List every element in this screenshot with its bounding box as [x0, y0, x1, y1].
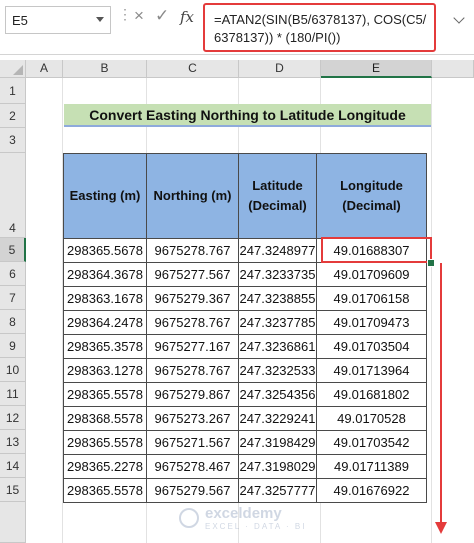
- northing-cell[interactable]: 9675279.867: [147, 383, 239, 407]
- latitude-cell[interactable]: 247.3248977: [239, 239, 317, 263]
- northing-cell[interactable]: 9675278.767: [147, 359, 239, 383]
- northing-cell[interactable]: 9675278.467: [147, 455, 239, 479]
- table-row: [64, 455, 427, 479]
- latitude-cell[interactable]: 247.3238855: [239, 287, 317, 311]
- row-header-10[interactable]: 10: [0, 358, 26, 382]
- row-header-3[interactable]: 3: [0, 128, 26, 153]
- easting-cell[interactable]: 298365.5678: [64, 239, 147, 263]
- northing-cell[interactable]: 9675271.567: [147, 431, 239, 455]
- column-header-a[interactable]: A: [26, 60, 63, 78]
- latitude-cell[interactable]: 247.3229241: [239, 407, 317, 431]
- table-row: [64, 287, 427, 311]
- easting-cell[interactable]: 298368.5578: [64, 407, 147, 431]
- table-row: [64, 335, 427, 359]
- longitude-cell[interactable]: 49.01703504: [317, 335, 427, 359]
- table-row: [64, 263, 427, 287]
- row-header-7[interactable]: 7: [0, 286, 26, 310]
- cancel-icon[interactable]: ×: [134, 6, 144, 25]
- longitude-cell[interactable]: 49.01711389: [317, 455, 427, 479]
- watermark-name: exceldemy: [205, 505, 282, 522]
- easting-cell[interactable]: 298365.2278: [64, 455, 147, 479]
- column-header-b[interactable]: B: [63, 60, 147, 78]
- row-header-15[interactable]: 15: [0, 478, 26, 502]
- chevron-down-icon[interactable]: [96, 17, 104, 22]
- formula-input[interactable]: [203, 3, 436, 52]
- longitude-cell[interactable]: 49.01709609: [317, 263, 427, 287]
- latitude-cell[interactable]: 247.3233735: [239, 263, 317, 287]
- northing-cell[interactable]: 9675279.567: [147, 479, 239, 503]
- easting-cell[interactable]: 298363.1278: [64, 359, 147, 383]
- watermark-logo-icon: [179, 508, 199, 528]
- gridline: [431, 78, 432, 543]
- header-longitude[interactable]: Longitude (Decimal): [317, 154, 427, 239]
- row-header-8[interactable]: 8: [0, 310, 26, 334]
- row-header-9[interactable]: 9: [0, 334, 26, 358]
- northing-cell[interactable]: 9675279.367: [147, 287, 239, 311]
- header-easting[interactable]: Easting (m): [64, 154, 147, 239]
- insert-function-icon[interactable]: fx: [180, 8, 195, 26]
- easting-cell[interactable]: 298365.5578: [64, 383, 147, 407]
- column-header-f[interactable]: [432, 60, 474, 78]
- latitude-cell[interactable]: 247.3198429: [239, 431, 317, 455]
- easting-cell[interactable]: 298364.2478: [64, 311, 147, 335]
- row-header-5[interactable]: 5: [0, 238, 26, 262]
- longitude-cell[interactable]: 49.01676922: [317, 479, 427, 503]
- longitude-cell[interactable]: 49.0170528: [317, 407, 427, 431]
- table-row: [64, 431, 427, 455]
- latitude-cell[interactable]: 247.3232533: [239, 359, 317, 383]
- column-header-c[interactable]: C: [147, 60, 239, 78]
- easting-cell[interactable]: 298363.1678: [64, 287, 147, 311]
- data-table: [63, 153, 427, 503]
- row-header-1[interactable]: 1: [0, 78, 26, 104]
- table-row: [64, 359, 427, 383]
- northing-cell[interactable]: 9675273.267: [147, 407, 239, 431]
- fill-handle[interactable]: [427, 259, 435, 267]
- row-header-4[interactable]: 4: [0, 153, 26, 238]
- row-header-14[interactable]: 14: [0, 454, 26, 478]
- watermark: [175, 505, 315, 535]
- header-northing[interactable]: Northing (m): [147, 154, 239, 239]
- easting-cell[interactable]: 298364.3678: [64, 263, 147, 287]
- longitude-cell[interactable]: 49.01706158: [317, 287, 427, 311]
- table-row: [64, 407, 427, 431]
- sheet-title[interactable]: Convert Easting Northing to Latitude Longitude: [64, 104, 431, 127]
- enter-icon[interactable]: ✓: [155, 6, 170, 25]
- northing-cell[interactable]: 9675277.567: [147, 263, 239, 287]
- row-header-12[interactable]: 12: [0, 406, 26, 430]
- column-header-d[interactable]: D: [239, 60, 321, 78]
- latitude-cell[interactable]: 247.3236861: [239, 335, 317, 359]
- expand-formula-bar-icon[interactable]: [453, 12, 464, 23]
- row-header-13[interactable]: 13: [0, 430, 26, 454]
- easting-cell[interactable]: 298365.5578: [64, 431, 147, 455]
- easting-cell[interactable]: 298365.5578: [64, 479, 147, 503]
- longitude-cell[interactable]: 49.01681802: [317, 383, 427, 407]
- northing-cell[interactable]: 9675277.167: [147, 335, 239, 359]
- watermark-tagline: EXCEL · DATA · BI: [205, 522, 307, 531]
- fill-down-arrow: [440, 263, 442, 525]
- select-all-icon: [13, 65, 23, 75]
- drag-handle-icon[interactable]: ⋮: [118, 6, 131, 22]
- longitude-cell[interactable]: 49.01713964: [317, 359, 427, 383]
- formula-bar: [0, 0, 474, 55]
- name-box[interactable]: [5, 6, 111, 34]
- header-latitude[interactable]: Latitude (Decimal): [239, 154, 317, 239]
- column-header-e[interactable]: E: [321, 60, 432, 78]
- table-row: [64, 383, 427, 407]
- table-header-row: [64, 154, 427, 239]
- easting-cell[interactable]: 298365.3578: [64, 335, 147, 359]
- arrow-down-icon: [435, 522, 447, 534]
- row-header-11[interactable]: 11: [0, 382, 26, 406]
- selected-cell-outline: [321, 237, 432, 263]
- table-row: [64, 311, 427, 335]
- latitude-cell[interactable]: 247.3257777: [239, 479, 317, 503]
- row-header-2[interactable]: 2: [0, 104, 26, 128]
- northing-cell[interactable]: 9675278.767: [147, 239, 239, 263]
- name-box-value: E5: [12, 13, 28, 28]
- northing-cell[interactable]: 9675278.767: [147, 311, 239, 335]
- table-row: [64, 479, 427, 503]
- latitude-cell[interactable]: 247.3198029: [239, 455, 317, 479]
- latitude-cell[interactable]: 247.3237785: [239, 311, 317, 335]
- longitude-cell[interactable]: 49.01703542: [317, 431, 427, 455]
- longitude-cell[interactable]: 49.01709473: [317, 311, 427, 335]
- row-header-16[interactable]: [0, 502, 26, 543]
- latitude-cell[interactable]: 247.3254356: [239, 383, 317, 407]
- longitude-cell[interactable]: 49.01688307: [317, 239, 427, 263]
- select-all-button[interactable]: [0, 60, 26, 78]
- row-header-6[interactable]: 6: [0, 262, 26, 286]
- formula-text: =ATAN2(SIN(B5/6378137), COS(C5/ 6378137)) * (180/PI()): [214, 12, 427, 45]
